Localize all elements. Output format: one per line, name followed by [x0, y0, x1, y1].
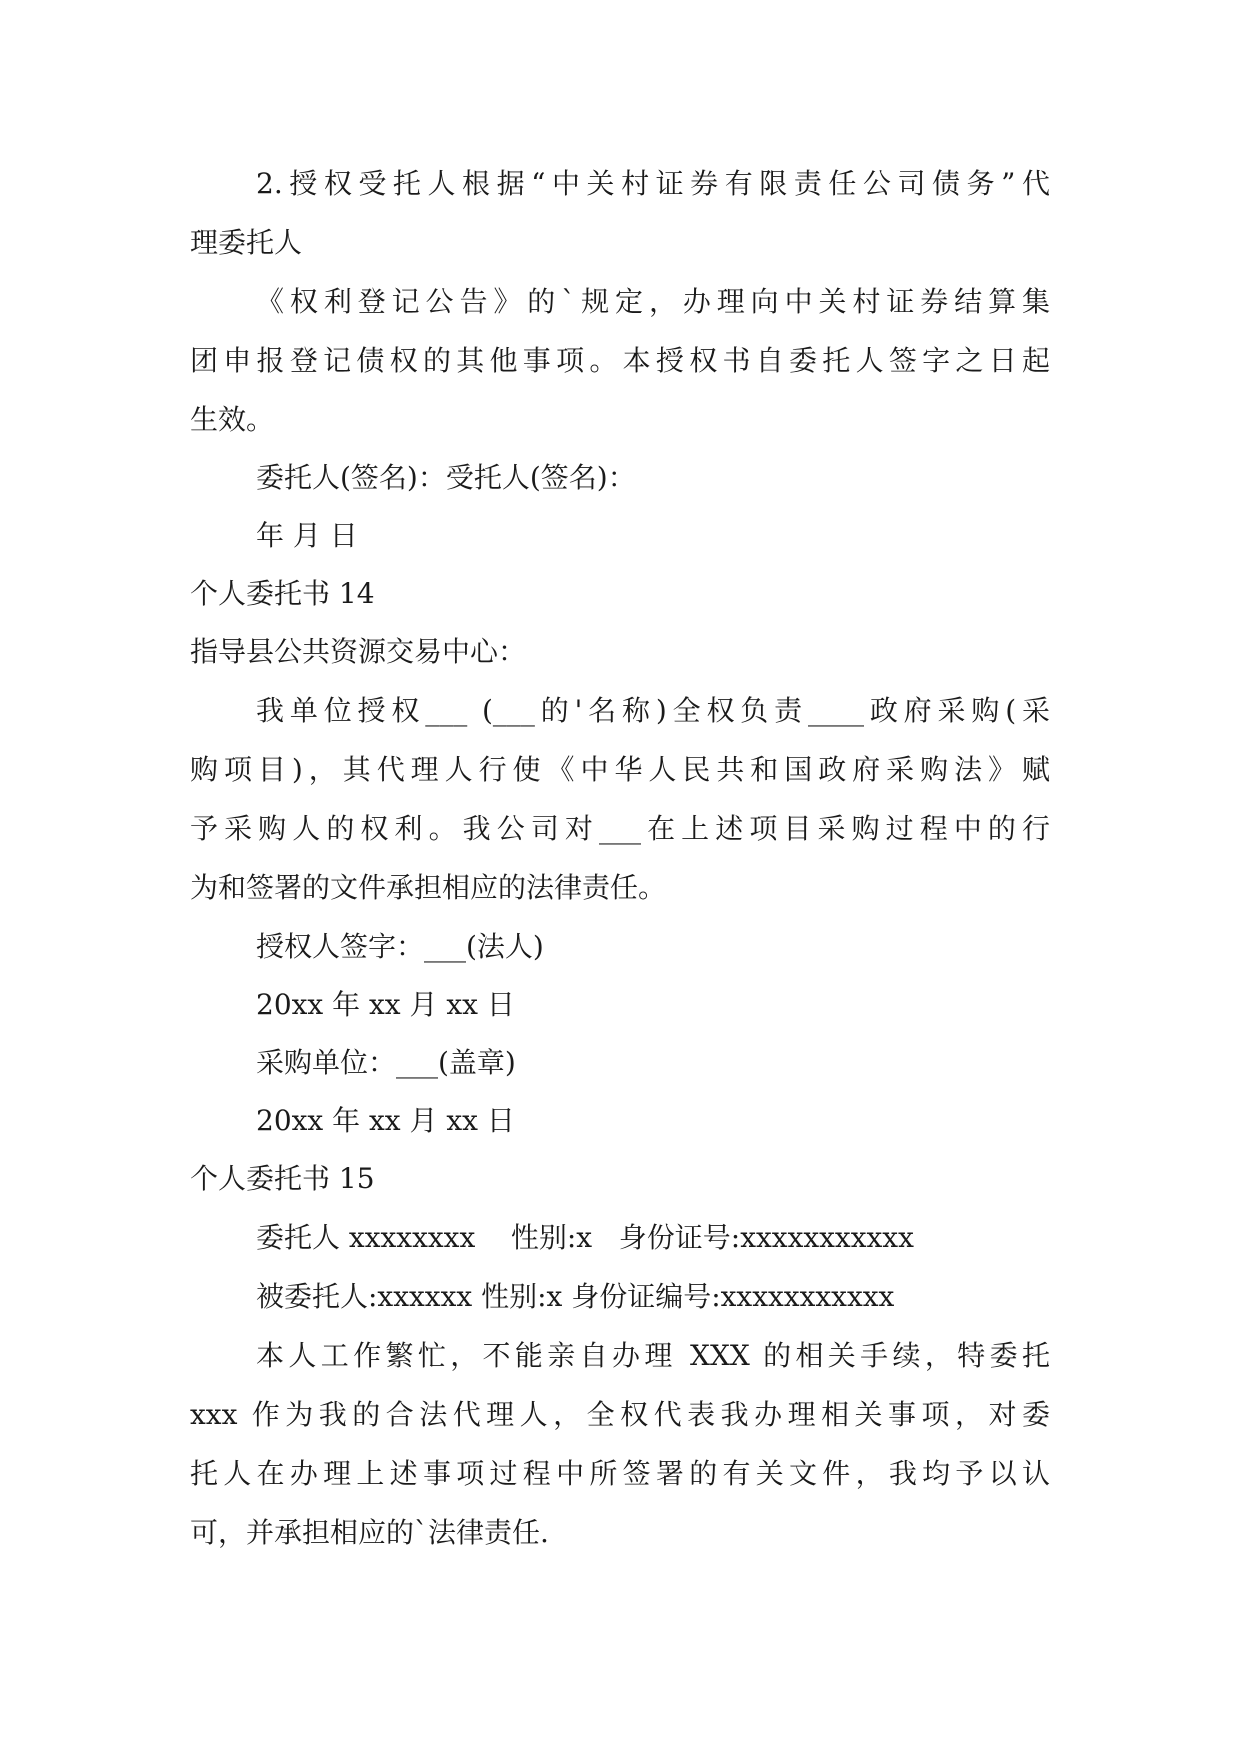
- paragraph-line: 团申报登记债权的其他事项。本授权书自委托人签字之日起: [190, 344, 1050, 377]
- date-line: 20xx 年 xx 月 xx 日: [256, 988, 515, 1021]
- paragraph-line: 生效。: [190, 403, 275, 436]
- paragraph-line: 理委托人: [190, 226, 303, 259]
- date-line: 20xx 年 xx 月 xx 日: [256, 1104, 515, 1137]
- signature-line: 采购单位：___(盖章): [256, 1046, 516, 1079]
- paragraph-line: 2.授权受托人根据“中关村证券有限责任公司债务”代: [256, 167, 1050, 200]
- paragraph-line: 我单位授权___ (___的'名称)全权负责____政府采购(采: [256, 694, 1050, 727]
- paragraph-line: 予采购人的权利。我公司对___在上述项目采购过程中的行: [190, 812, 1050, 845]
- agent-info-line: 被委托人:xxxxxx 性别:x 身份证编号:xxxxxxxxxxx: [256, 1280, 895, 1313]
- principal-info-line: 委托人 xxxxxxxx 性别:x 身份证号:xxxxxxxxxxx: [256, 1221, 914, 1254]
- paragraph-line: 购项目)，其代理人行使《中华人民共和国政府采购法》赋: [190, 753, 1050, 786]
- signature-line: 授权人签字：___(法人): [256, 930, 544, 963]
- paragraph-line: xxx 作为我的合法代理人，全权代表我办理相关事项，对委: [190, 1398, 1050, 1431]
- paragraph-line: 本人工作繁忙，不能亲自办理 XXX 的相关手续，特委托: [256, 1339, 1050, 1372]
- paragraph-line: 《权利登记公告》的`规定，办理向中关村证券结算集: [256, 285, 1050, 318]
- date-line: 年 月 日: [256, 519, 358, 552]
- signature-line: 委托人(签名)：受托人(签名)：: [256, 461, 636, 494]
- section-heading: 个人委托书 14: [190, 577, 375, 610]
- paragraph-line: 为和签署的文件承担相应的法律责任。: [190, 871, 667, 904]
- paragraph-line: 可，并承担相应的`法律责任.: [190, 1516, 549, 1549]
- section-heading: 个人委托书 15: [190, 1162, 375, 1195]
- paragraph-line: 托人在办理上述事项过程中所签署的有关文件，我均予以认: [190, 1457, 1050, 1490]
- addressee-line: 指导县公共资源交易中心：: [190, 635, 527, 668]
